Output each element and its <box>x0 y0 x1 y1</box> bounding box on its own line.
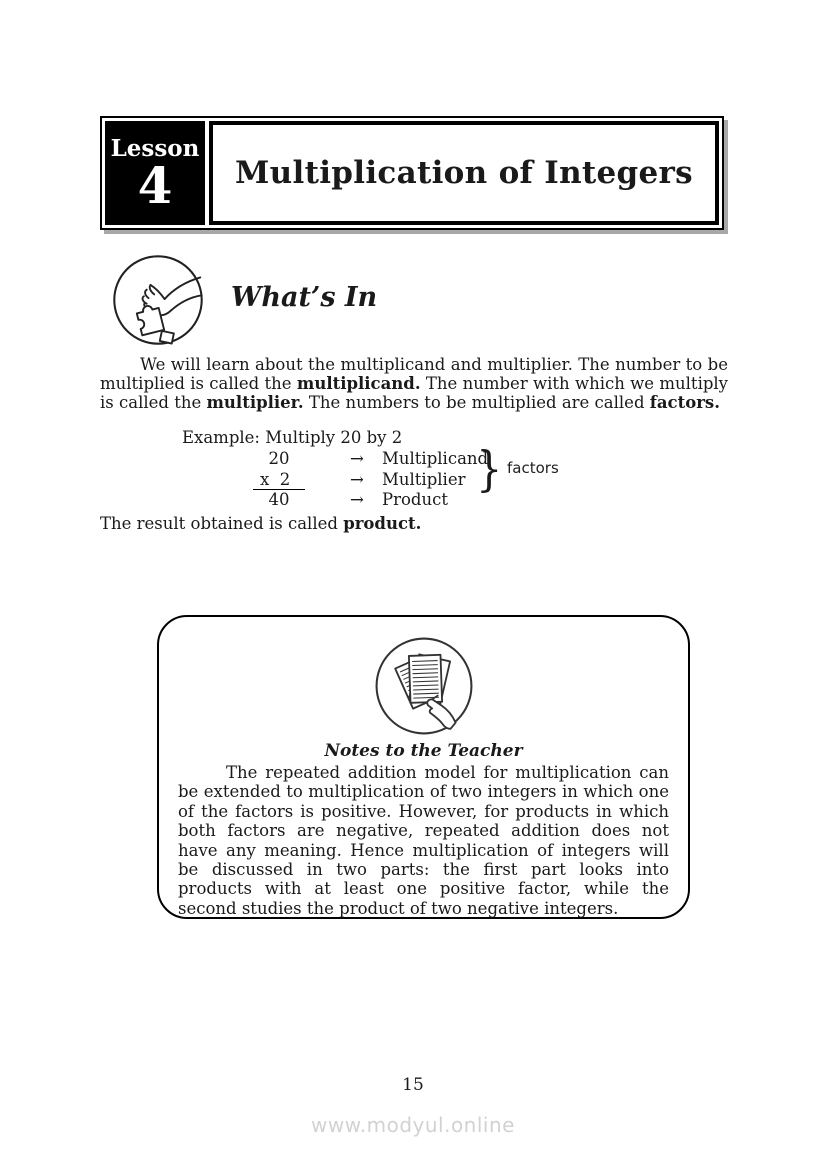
multiplicand-label: Multiplicand <box>382 449 489 468</box>
product-row <box>253 490 488 511</box>
papers-hand-icon <box>373 635 475 737</box>
lesson-number: 4 <box>137 155 173 215</box>
multiplicand-row <box>253 449 488 470</box>
notes-title: Notes to the Teacher <box>324 741 523 761</box>
multiplier-value: x 2 <box>253 470 305 490</box>
arrow-icon: → <box>350 490 364 509</box>
intro-text: We will learn about the multiplicand and multiplier. The number to be multiplied is called the <box>100 355 728 393</box>
result-text: The result obtained is called <box>100 514 344 533</box>
whats-in-heading: What’s In <box>231 281 378 313</box>
intro-text: The numbers to be multiplied are called <box>303 392 650 412</box>
example-block <box>182 427 559 511</box>
arrow-icon: → <box>350 469 364 489</box>
multiplier-label: Multiplier <box>382 469 466 489</box>
example-caption: Example: Multiply 20 by 2 <box>182 428 403 447</box>
page-number: 15 <box>402 1075 424 1095</box>
intro-term-multiplicand: multiplicand. <box>296 373 421 393</box>
factors-label: factors <box>507 459 559 477</box>
multiplicand-value: 20 <box>268 449 290 468</box>
product-value: 40 <box>268 490 290 509</box>
notes-box <box>157 615 690 919</box>
multiplier-row <box>253 470 488 491</box>
intro-paragraph <box>100 356 728 413</box>
intro-text: The number with which we multiply is called the <box>100 373 729 412</box>
result-term-product: product. <box>343 514 422 533</box>
whats-in-section <box>111 253 377 347</box>
intro-term-multiplier: multiplier. <box>206 392 304 412</box>
lesson-badge <box>105 121 205 225</box>
product-label: Product <box>382 490 448 509</box>
arrow-icon: → <box>350 449 364 468</box>
lesson-header <box>100 116 724 230</box>
example-table <box>253 441 559 511</box>
intro-term-factors: factors. <box>649 392 720 412</box>
notes-body: The repeated addition model for multiplication can be extended to multiplication of two integers in which one of the factors is positive. However, for products in which both factors are negative, repeated addition does not have any meaning. Hence multiplication of integers will be discussed in two parts: the first part looks into products with at least one positive factor, while the second studies the product of two negative integers. <box>178 763 669 918</box>
title-box <box>209 121 719 225</box>
factors-brace-icon: } <box>476 441 503 497</box>
watermark: www.modyul.online <box>311 1113 515 1137</box>
result-line <box>100 514 421 533</box>
puzzle-hand-icon <box>111 253 205 347</box>
page-title: Multiplication of Integers <box>235 155 693 191</box>
lesson-label: Lesson <box>110 134 200 162</box>
